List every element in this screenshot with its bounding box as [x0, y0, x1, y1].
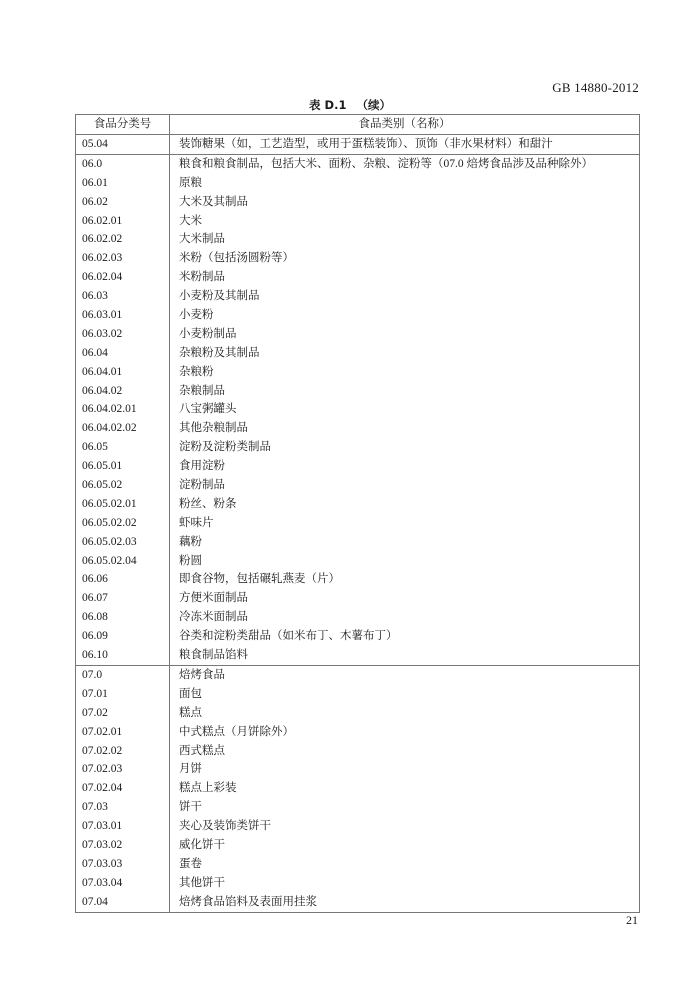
category-code: 06.02.04: [76, 268, 170, 287]
category-name: 即食谷物，包括碾轧燕麦（片）: [179, 573, 340, 586]
category-code: 07.01: [76, 685, 170, 704]
column-header-code: 食品分类号: [76, 115, 170, 134]
category-code: 06.10: [76, 646, 170, 665]
category-code: 06.04: [76, 344, 170, 363]
category-code: 06.0: [76, 155, 170, 174]
category-name: 米粉（包括汤圆粉等）: [179, 252, 294, 265]
table-title-label: 表 D.1: [309, 98, 347, 112]
category-name: 杂粮粉及其制品: [179, 346, 260, 359]
table-row: [76, 193, 639, 212]
category-code: 06.02.01: [76, 212, 170, 231]
category-code: 07.03: [76, 798, 170, 817]
category-code: 07.02.01: [76, 723, 170, 742]
table-row: [76, 174, 639, 193]
table-row: [76, 779, 639, 798]
category-name: 八宝粥罐头: [179, 403, 237, 416]
table-row: [76, 135, 639, 155]
category-code: 07.03.04: [76, 874, 170, 893]
category-code: 06.05.02.04: [76, 552, 170, 571]
table-row: [76, 646, 639, 666]
table-row: [76, 419, 639, 438]
table-row: [76, 287, 639, 306]
category-name: 粉圆: [179, 554, 202, 567]
table-row: [76, 627, 639, 646]
table-row: [76, 608, 639, 627]
category-name: 淀粉及淀粉类制品: [179, 441, 271, 454]
category-name: 方便米面制品: [179, 592, 248, 605]
table-row: [76, 230, 639, 249]
category-code: 06.09: [76, 627, 170, 646]
table-row: [76, 212, 639, 231]
table-row: [76, 438, 639, 457]
category-code: 06.06: [76, 570, 170, 589]
category-name: 饼干: [179, 801, 202, 814]
category-name: 其他杂粮制品: [179, 422, 248, 435]
category-code: 06.08: [76, 608, 170, 627]
category-code: 06.05.02.03: [76, 533, 170, 552]
table-row: [76, 589, 639, 608]
category-code: 06.04.01: [76, 363, 170, 382]
category-name: 糕点上彩装: [179, 782, 237, 795]
category-code: 06.05.02.01: [76, 495, 170, 514]
table-row: [76, 306, 639, 325]
category-name: 藕粉: [179, 535, 202, 548]
category-name: 谷类和淀粉类甜品（如米布丁、木薯布丁）: [179, 630, 398, 643]
table-row: [76, 723, 639, 742]
category-name: 月饼: [179, 763, 202, 776]
table-row: [76, 363, 639, 382]
category-name: 粮食制品馅料: [179, 649, 248, 662]
table-title: [0, 97, 700, 113]
category-name: 原粮: [179, 176, 202, 189]
category-name: 装饰糖果（如，工艺造型，或用于蛋糕装饰）、顶饰（非水果材料）和甜汁: [179, 138, 553, 150]
table-row: [76, 685, 639, 704]
table-row: [76, 817, 639, 836]
category-code: 05.04: [76, 135, 170, 154]
category-code: 06.02.03: [76, 249, 170, 268]
table-row: [76, 893, 639, 912]
category-code: 06.05.01: [76, 457, 170, 476]
table-row: [76, 495, 639, 514]
table-row: [76, 798, 639, 817]
category-name: 西式糕点: [179, 744, 225, 757]
category-code: 06.04.02: [76, 382, 170, 401]
category-name: 杂粮制品: [179, 384, 225, 397]
category-name: 大米及其制品: [179, 195, 248, 208]
table-row: [76, 382, 639, 401]
category-name: 威化饼干: [179, 838, 225, 851]
table-title-continued: （续）: [356, 98, 391, 112]
category-code: 06.04.02.01: [76, 400, 170, 419]
category-name: 大米: [179, 214, 202, 227]
category-code: 06.02.02: [76, 230, 170, 249]
category-name: 夹心及装饰类饼干: [179, 820, 271, 833]
table-body: [76, 135, 639, 912]
table-row: [76, 704, 639, 723]
food-category-table: [75, 114, 640, 913]
table-row: [76, 325, 639, 344]
category-name: 食用淀粉: [179, 460, 225, 473]
category-code: 06.07: [76, 589, 170, 608]
table-row: [76, 570, 639, 589]
category-code: 07.03.03: [76, 855, 170, 874]
category-name: 面包: [179, 687, 202, 700]
category-code: 07.02.04: [76, 779, 170, 798]
category-name: 小麦粉制品: [179, 327, 237, 340]
table-row: [76, 514, 639, 533]
category-name: 焙烤食品馅料及表面用挂浆: [179, 895, 317, 908]
category-code: 06.01: [76, 174, 170, 193]
table-header-row: [76, 115, 639, 135]
category-code: 07.02: [76, 704, 170, 723]
page-number: 21: [626, 913, 638, 927]
category-name: 米粉制品: [179, 271, 225, 284]
category-code: 07.04: [76, 893, 170, 912]
table-row: [76, 155, 639, 174]
table-row: [76, 400, 639, 419]
standard-code: GB 14880-2012: [552, 80, 639, 95]
category-code: 06.02: [76, 193, 170, 212]
table-row: [76, 249, 639, 268]
category-name: 小麦粉及其制品: [179, 290, 260, 303]
category-name: 淀粉制品: [179, 479, 225, 492]
table-row: [76, 344, 639, 363]
column-header-name: 食品类别（名称）: [358, 118, 451, 130]
category-name: 小麦粉: [179, 309, 214, 322]
table-row: [76, 874, 639, 893]
category-name: 焙烤食品: [179, 668, 225, 681]
table-row: [76, 268, 639, 287]
category-name: 大米制品: [179, 233, 225, 246]
table-row: [76, 666, 639, 685]
category-code: 06.04.02.02: [76, 419, 170, 438]
category-code: 07.02.02: [76, 742, 170, 761]
category-name: 蛋卷: [179, 857, 202, 870]
category-code: 07.03.01: [76, 817, 170, 836]
table-row: [76, 836, 639, 855]
category-code: 06.05.02: [76, 476, 170, 495]
table-row: [76, 552, 639, 571]
table-row: [76, 760, 639, 779]
table-row: [76, 742, 639, 761]
category-code: 06.05.02.02: [76, 514, 170, 533]
category-name: 冷冻米面制品: [179, 611, 248, 624]
category-code: 06.03.01: [76, 306, 170, 325]
category-code: 06.03: [76, 287, 170, 306]
category-code: 06.05: [76, 438, 170, 457]
category-code: 07.0: [76, 666, 170, 685]
table-row: [76, 457, 639, 476]
category-name: 粮食和粮食制品，包括大米、面粉、杂粮、淀粉等（07.0 焙烤食品涉及品种除外）: [179, 157, 593, 170]
category-name: 杂粮粉: [179, 365, 214, 378]
table-row: [76, 855, 639, 874]
category-code: 06.03.02: [76, 325, 170, 344]
category-name: 其他饼干: [179, 876, 225, 889]
category-code: 07.02.03: [76, 760, 170, 779]
category-name: 虾味片: [179, 516, 214, 529]
category-name: 糕点: [179, 706, 202, 719]
category-name: 粉丝、粉条: [179, 497, 237, 510]
category-code: 07.03.02: [76, 836, 170, 855]
category-name: 中式糕点（月饼除外）: [179, 725, 294, 738]
table-row: [76, 476, 639, 495]
table-row: [76, 533, 639, 552]
